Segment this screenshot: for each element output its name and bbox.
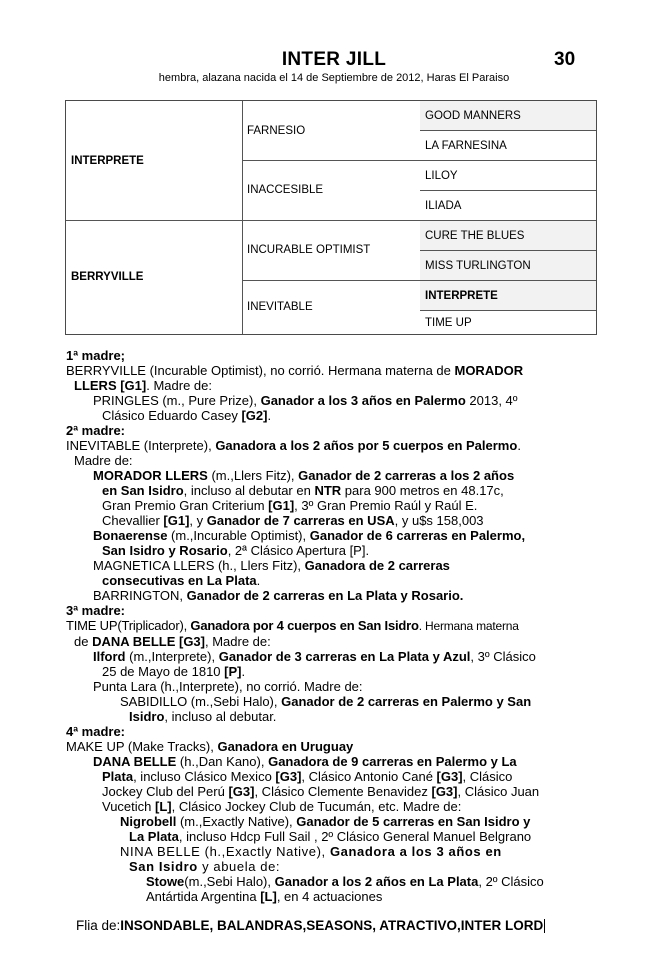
text-line: San Isidro y abuela de: xyxy=(129,859,281,874)
text-line: Gran Premio Gran Criterium [G1], 3º Gran Premio Raúl y Raúl E. xyxy=(102,498,478,513)
text-line: La Plata, incluso Hdcp Full Sail , 2º Clásico General Manuel Belgrano xyxy=(129,829,532,844)
text-line: Jockey Club del Perú [G3], Clásico Clemente Benavidez [G3], Clásico Juan xyxy=(102,784,540,799)
family-label: Flia de: xyxy=(76,918,121,933)
text-line: Madre de: xyxy=(74,453,133,468)
text-line: PRINGLES (m., Pure Prize), Ganador a los 3 años en Palermo 2013, 4º xyxy=(93,393,518,408)
text-line: MAKE UP (Make Tracks), Ganadora en Uruguay xyxy=(66,739,354,754)
text-line: TIME UP(Triplicador), Ganadora por 4 cuerpos en San Isidro. Hermana materna xyxy=(66,618,519,633)
section-heading-3: 3ª madre: xyxy=(66,603,126,618)
pedigree-sire: INTERPRETE xyxy=(71,154,144,167)
family-footer xyxy=(76,918,545,933)
text-line: consecutivas en La Plata. xyxy=(102,573,261,588)
pedigree-dam: BERRYVILLE xyxy=(71,271,144,283)
lot-number: 30 xyxy=(554,49,576,70)
pedigree-dam-dam: INEVITABLE xyxy=(247,301,313,313)
text-line: LLERS [G1]. Madre de: xyxy=(74,378,212,393)
pedigree-dam-sire: INCURABLE OPTIMIST xyxy=(247,244,371,256)
text-line: NINA BELLE (h.,Exactly Native), Ganadora a los 3 años en xyxy=(120,844,502,859)
pedigree-ggp-1: GOOD MANNERS xyxy=(420,101,596,130)
produce-record xyxy=(66,348,606,904)
text-line: BARRINGTON, Ganador de 2 carreras en La Plata y Rosario. xyxy=(93,588,464,603)
text-line: San Isidro y Rosario, 2ª Clásico Apertura [P]. xyxy=(102,543,370,558)
text-line: BERRYVILLE (Incurable Optimist), no corrió. Hermana materna de MORADOR xyxy=(66,363,524,378)
text-line: MORADOR LLERS (m.,Llers Fitz), Ganador de 2 carreras a los 2 años xyxy=(93,468,515,483)
text-line: Isidro, incluso al debutar. xyxy=(129,709,277,724)
text-line: Antártida Argentina [L], en 4 actuaciones xyxy=(146,889,383,904)
section-heading-4: 4ª madre: xyxy=(66,724,126,739)
pedigree-ggp-7: INTERPRETE xyxy=(420,281,596,310)
text-line: en San Isidro, incluso al debutar en NTR para 900 metros en 48.17c, xyxy=(102,483,504,498)
text-line: Ilford (m.,Interprete), Ganador de 3 carreras en La Plata y Azul, 3º Clásico xyxy=(93,649,536,664)
pedigree-ggp-4: ILIADA xyxy=(420,191,596,220)
pedigree-ggp-3: LILOY xyxy=(420,161,596,190)
section-heading-2: 2ª madre: xyxy=(66,423,126,438)
text-line: MAGNETICA LLERS (h., Llers Fitz), Ganadora de 2 carreras xyxy=(93,558,450,573)
text-line: de DANA BELLE [G3], Madre de: xyxy=(74,634,271,649)
pedigree-table xyxy=(65,100,597,335)
page-title: INTER JILL xyxy=(281,49,387,70)
text-line: INEVITABLE (Interprete), Ganadora a los 2 años por 5 cuerpos en Palermo. xyxy=(66,438,521,453)
text-line: 25 de Mayo de 1810 [P]. xyxy=(102,664,246,679)
family-list: INSONDABLE, BALANDRAS,SEASONS, ATRACTIVO,INTER LORD xyxy=(120,918,544,933)
text-line: Clásico Eduardo Casey [G2]. xyxy=(102,408,272,423)
text-line: DANA BELLE (h.,Dan Kano), Ganadora de 9 carreras en Palermo y La xyxy=(93,754,517,769)
pedigree-ggp-2: LA FARNESINA xyxy=(420,131,596,160)
pedigree-ggp-6: MISS TURLINGTON xyxy=(420,251,596,280)
horse-description: hembra, alazana nacida el 14 de Septiembre de 2012, Haras El Paraiso xyxy=(158,72,510,84)
pedigree-ggp-5: CURE THE BLUES xyxy=(420,221,596,250)
pedigree-sire-sire: FARNESIO xyxy=(247,124,306,137)
text-line: Punta Lara (h.,Interprete), no corrió. Madre de: xyxy=(93,679,363,694)
pedigree-ggp-8: TIME UP xyxy=(420,311,596,334)
text-line: Nigrobell (m.,Exactly Native), Ganador de 5 carreras en San Isidro y xyxy=(120,814,531,829)
text-line: SABIDILLO (m.,Sebi Halo), Ganador de 2 carreras en Palermo y San xyxy=(120,694,532,709)
text-line: Vucetich [L], Clásico Jockey Club de Tucumán, etc. Madre de: xyxy=(102,799,462,814)
text-line: Chevallier [G1], y Ganador de 7 carreras en USA, y u$s 158,003 xyxy=(102,513,484,528)
text-line: Plata, incluso Clásico Mexico [G3], Clásico Antonio Cané [G3], Clásico xyxy=(102,769,513,784)
text-line: Stowe(m.,Sebi Halo), Ganador a los 2 años en La Plata, 2º Clásico xyxy=(146,874,544,889)
section-heading-1: 1ª madre; xyxy=(66,348,126,363)
pedigree-sire-dam: INACCESIBLE xyxy=(247,184,324,196)
text-line: Bonaerense (m.,Incurable Optimist), Ganador de 6 carreras en Palermo, xyxy=(93,528,526,543)
